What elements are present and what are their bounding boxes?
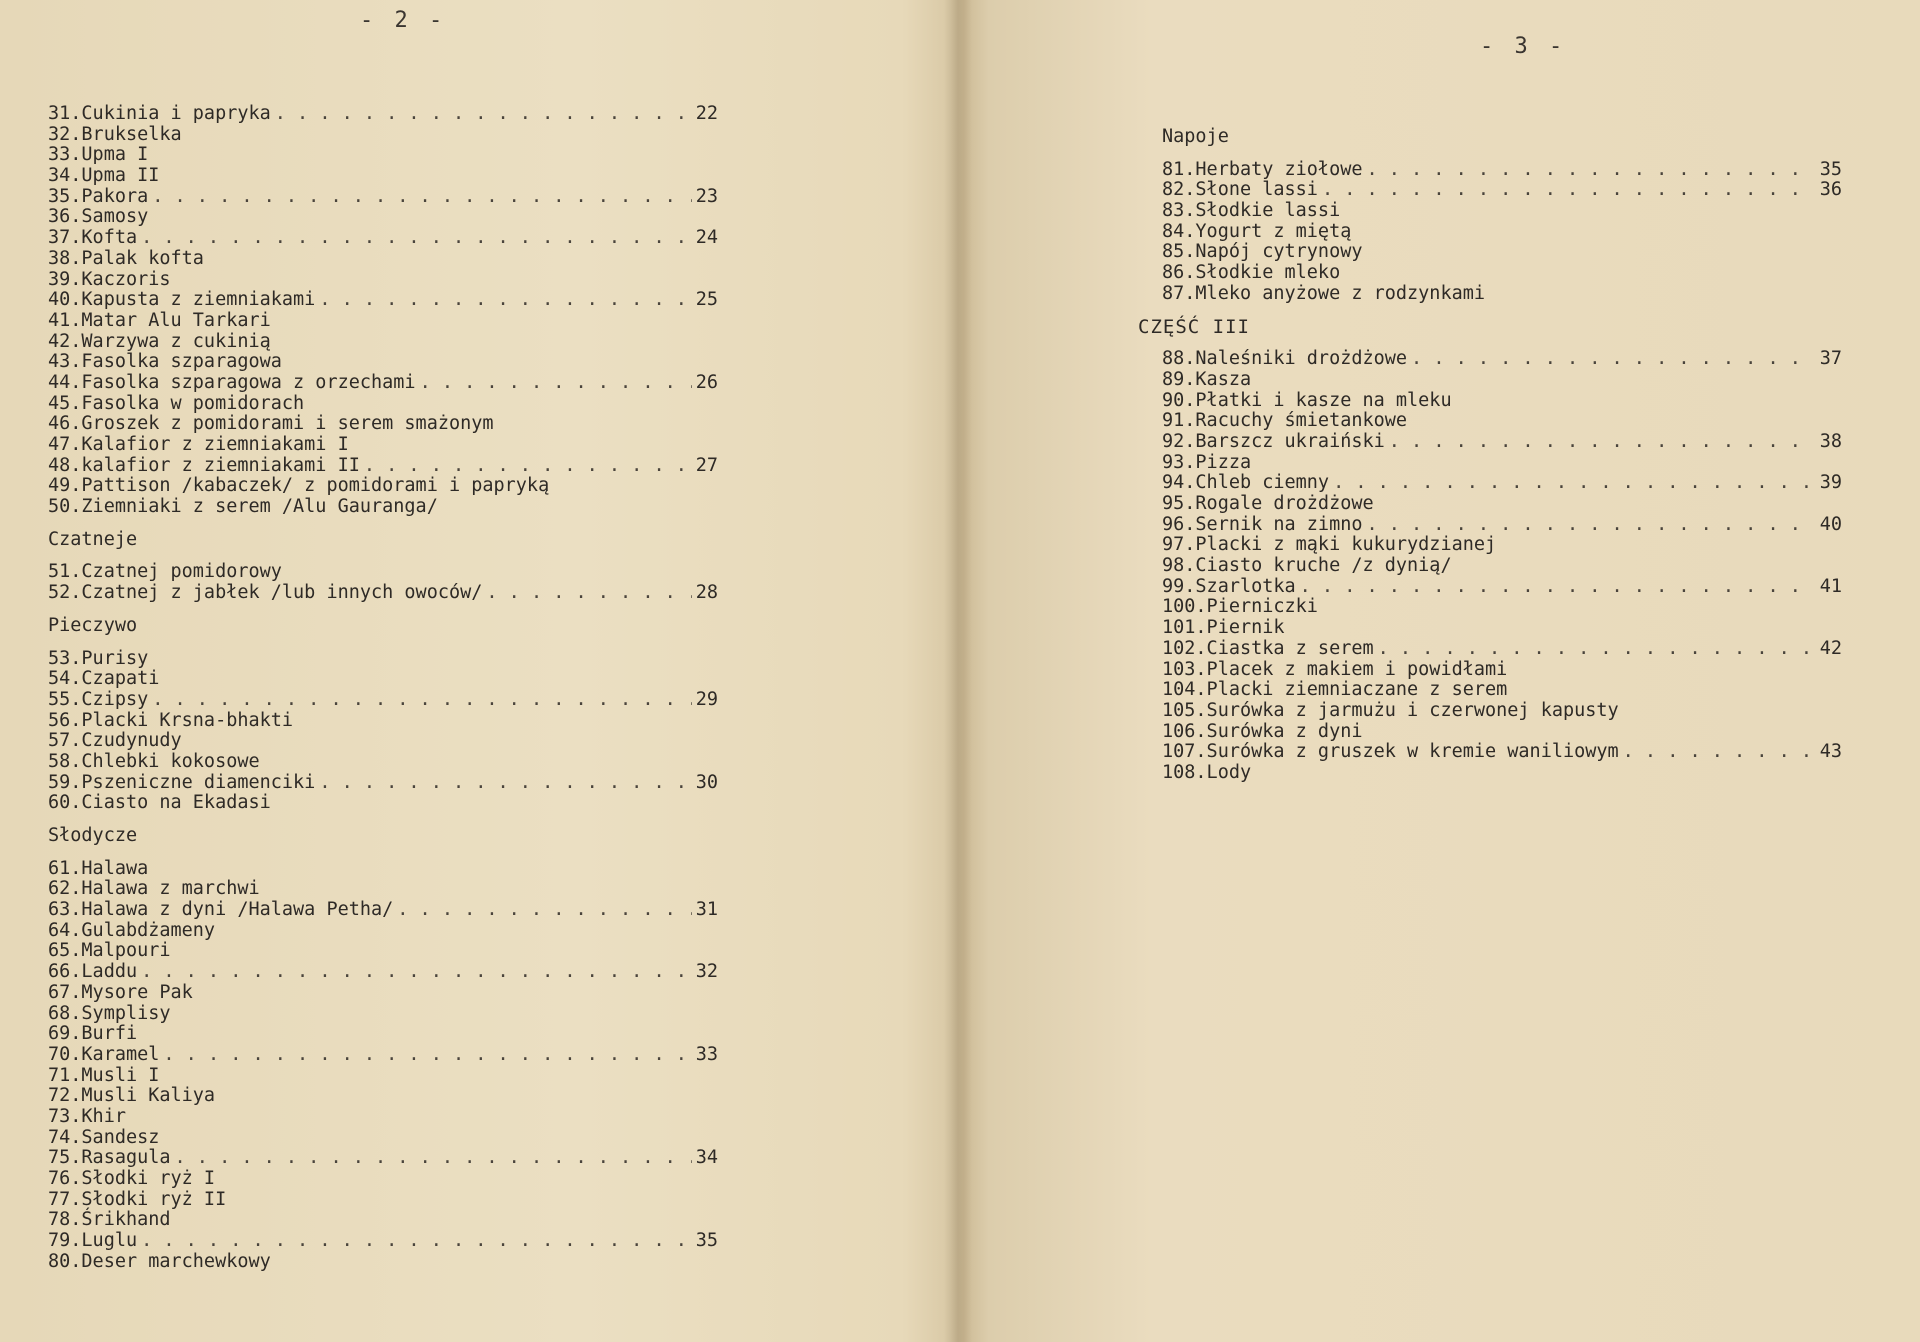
toc-entry	[48, 711, 718, 732]
entry-title: 32.Brukselka	[48, 123, 182, 145]
toc-entry	[48, 1045, 718, 1066]
entry-page-number: 31	[695, 899, 718, 921]
toc-entry	[1162, 411, 1842, 432]
entry-page-number: 38	[1819, 430, 1842, 452]
entry-title: 47.Kalafior z ziemniakami I	[48, 434, 349, 455]
entry-title: 69.Burfi	[48, 1023, 138, 1045]
entry-title: 94.Chleb ciemny	[1162, 472, 1330, 494]
toc-entry	[48, 1148, 718, 1169]
entry-title: 77.Słodki ryż II	[48, 1188, 227, 1210]
entry-title: 100.Pierniczki	[1162, 596, 1318, 618]
entry-title: 75.Rasagula	[48, 1147, 171, 1169]
entry-title: 104.Placki ziemniaczane z serem	[1162, 679, 1508, 701]
entry-page-number: 27	[695, 454, 718, 476]
toc-entry	[48, 941, 718, 962]
toc-entry	[48, 752, 718, 773]
entry-page-number: 43	[1819, 741, 1842, 763]
entry-title: 45.Fasolka w pomidorach	[48, 392, 305, 414]
entry-title: 97.Placki z mąki kukurydzianej	[1162, 534, 1497, 556]
toc-entry	[1162, 201, 1842, 222]
entry-page-number: 22	[695, 103, 718, 124]
dot-leader	[1389, 432, 1816, 453]
dot-leader	[1322, 180, 1816, 201]
toc-entry	[48, 497, 718, 518]
toc-entry	[1162, 680, 1842, 701]
toc-entry	[48, 1107, 718, 1128]
entry-title: 86.Słodkie mleko	[1162, 262, 1341, 284]
toc-entry	[48, 249, 718, 270]
entry-title: 35.Pakora	[48, 185, 149, 207]
page-number: - 3 -	[1480, 34, 1567, 59]
toc-entry	[1162, 722, 1842, 743]
toc-entry	[1162, 639, 1842, 660]
toc-entry	[48, 1231, 718, 1252]
entry-title: 93.Pizza	[1162, 451, 1252, 473]
entry-title: 59.Pszeniczne diamenciki	[48, 771, 316, 793]
entry-title: 44.Fasolka szparagowa z orzechami	[48, 371, 416, 393]
entry-title: 42.Warzywa z cukinią	[48, 330, 271, 352]
dot-leader	[1300, 577, 1816, 598]
toc-entry	[1162, 473, 1842, 494]
toc-entry	[48, 104, 718, 125]
entry-title: 65.Malpouri	[48, 940, 171, 962]
entry-title: 91.Racuchy śmietankowe	[1162, 410, 1408, 432]
entry-page-number: 29	[695, 688, 718, 710]
toc-entry	[48, 435, 718, 456]
dot-leader	[175, 1148, 692, 1169]
toc-entry	[48, 583, 718, 604]
entry-title: 76.Słodki ryż I	[48, 1168, 216, 1189]
entry-title: 92.Barszcz ukraiński	[1162, 430, 1385, 452]
toc-entry	[48, 773, 718, 794]
toc-entry	[48, 166, 718, 187]
entry-title: 83.Słodkie lassi	[1162, 200, 1341, 222]
entry-title: 107.Surówka z gruszek w kremie waniliowym	[1162, 741, 1619, 763]
section-heading: Pieczywo	[48, 614, 138, 636]
dot-leader	[486, 583, 691, 604]
entry-page-number: 41	[1819, 575, 1842, 597]
entry-title: 61.Halawa	[48, 857, 149, 879]
toc-entry	[1162, 597, 1842, 618]
entry-title: 95.Rogale drożdżowe	[1162, 493, 1374, 514]
entry-title: 102.Ciastka z serem	[1162, 637, 1374, 659]
entry-title: 41.Matar Alu Tarkari	[48, 309, 271, 331]
entry-title: 63.Halawa z dyni /Halawa Petha/	[48, 899, 394, 921]
toc-entry	[1162, 180, 1842, 201]
toc-entry	[48, 1086, 718, 1107]
entry-title: 79.Luglu	[48, 1230, 138, 1252]
toc-entry	[48, 207, 718, 228]
toc-entry	[48, 373, 718, 394]
entry-title: 64.Gulabdżameny	[48, 919, 216, 941]
toc-entry	[48, 476, 718, 497]
toc-entry	[48, 1190, 718, 1211]
toc-entry	[1162, 222, 1842, 243]
entry-title: 87.Mleko anyżowe z rodzynkami	[1162, 282, 1486, 304]
entry-title: 78.Śrikhand	[48, 1209, 171, 1231]
toc-entry	[48, 1210, 718, 1231]
toc-entry	[1162, 618, 1842, 639]
entry-title: 103.Placek z makiem i powidłami	[1162, 658, 1508, 680]
toc-entry	[48, 859, 718, 880]
entry-page-number: 23	[695, 185, 718, 207]
toc-entry	[48, 187, 718, 208]
entry-title: 74.Sandesz	[48, 1126, 160, 1148]
entry-title: 34.Upma II	[48, 165, 160, 187]
entry-title: 43.Fasolka szparagowa	[48, 351, 282, 373]
entry-title: 81.Herbaty ziołowe	[1162, 158, 1363, 180]
section-heading: Czatneje	[48, 528, 138, 550]
entry-page-number: 28	[695, 582, 718, 604]
dot-leader	[1378, 639, 1816, 660]
toc-entry	[48, 1169, 718, 1190]
entry-page-number: 34	[695, 1147, 718, 1169]
entry-page-number: 36	[1819, 179, 1842, 201]
page-number: - 2 -	[360, 8, 447, 33]
toc-entry	[48, 145, 718, 166]
toc-entry	[48, 731, 718, 752]
entry-title: 37.Kofta	[48, 227, 138, 249]
entry-title: 58.Chlebki kokosowe	[48, 750, 260, 772]
entry-page-number: 26	[695, 371, 718, 393]
dot-leader	[420, 373, 692, 394]
dot-leader	[319, 773, 691, 794]
toc-entry	[1162, 577, 1842, 598]
dot-leader	[1333, 473, 1816, 494]
entry-title: 70.Karamel	[48, 1043, 160, 1065]
toc-entry	[48, 1024, 718, 1045]
toc-entry	[48, 690, 718, 711]
entry-title: 90.Płatki i kasze na mleku	[1162, 389, 1452, 411]
toc-entry	[1162, 284, 1842, 305]
section-heading: Napoje	[1162, 126, 1229, 147]
toc-entry	[1162, 349, 1842, 370]
entry-title: 68.Symplisy	[48, 1002, 171, 1024]
section-heading: Słodycze	[48, 825, 138, 846]
dot-leader	[141, 228, 692, 249]
toc-entry	[1162, 263, 1842, 284]
entry-title: 67.Mysore Pak	[48, 981, 193, 1003]
toc-entry	[48, 228, 718, 249]
entry-title: 60.Ciasto na Ekadasi	[48, 792, 271, 814]
entry-page-number: 32	[695, 961, 718, 983]
toc-entry	[1162, 660, 1842, 681]
entry-title: 46.Groszek z pomidorami i serem smażonym	[48, 413, 494, 435]
dot-leader	[364, 456, 692, 477]
entry-title: 105.Surówka z jarmużu i czerwonej kapusty	[1162, 699, 1619, 721]
entry-title: 51.Czatnej pomidorowy	[48, 561, 282, 583]
entry-title: 73.Khir	[48, 1105, 126, 1127]
dot-leader	[275, 104, 692, 125]
entry-page-number: 33	[695, 1043, 718, 1065]
entry-title: 55.Czipsy	[48, 688, 149, 710]
entry-title: 99.Szarlotka	[1162, 575, 1296, 597]
entry-title: 31.Cukinia i papryka	[48, 103, 271, 124]
dot-leader	[152, 187, 691, 208]
toc-entry	[48, 879, 718, 900]
entry-page-number: 37	[1819, 348, 1842, 370]
toc-entry	[1162, 453, 1842, 474]
toc-entry	[48, 394, 718, 415]
toc-entry	[1162, 763, 1842, 784]
dot-leader	[397, 900, 691, 921]
toc-entry	[1162, 742, 1842, 763]
toc-entry	[48, 456, 718, 477]
entry-page-number: 35	[1819, 158, 1842, 180]
dot-leader	[319, 290, 691, 311]
entry-title: 89.Kasza	[1162, 368, 1252, 390]
entry-title: 96.Sernik na zimno	[1162, 513, 1363, 535]
toc-entry	[1162, 515, 1842, 536]
toc-entry	[48, 1252, 718, 1273]
entry-title: 38.Palak kofta	[48, 247, 204, 269]
entry-title: 54.Czapati	[48, 668, 160, 690]
toc-entry	[48, 962, 718, 983]
toc-entry	[1162, 370, 1842, 391]
right-page	[960, 0, 1920, 1342]
toc-entry	[1162, 242, 1842, 263]
dot-leader	[1411, 349, 1816, 370]
entry-title: 40.Kapusta z ziemniakami	[48, 289, 316, 311]
toc-entry	[1162, 391, 1842, 412]
entry-title: 56.Placki Krsna-bhakti	[48, 709, 294, 731]
entry-page-number: 25	[695, 289, 718, 311]
entry-title: 98.Ciasto kruche /z dynią/	[1162, 555, 1452, 577]
toc-entry	[1162, 432, 1842, 453]
entry-title: 71.Musli I	[48, 1064, 160, 1086]
entry-title: 106.Surówka z dyni	[1162, 720, 1363, 742]
table-of-contents	[1138, 126, 1842, 784]
dot-leader	[163, 1045, 691, 1066]
dot-leader	[141, 962, 692, 983]
entry-title: 53.Purisy	[48, 647, 149, 669]
entry-page-number: 30	[695, 771, 718, 793]
entry-title: 33.Upma I	[48, 144, 149, 166]
entry-title: 84.Yogurt z miętą	[1162, 220, 1352, 242]
toc-entry	[48, 669, 718, 690]
dot-leader	[152, 690, 691, 711]
entry-title: 52.Czatnej z jabłek /lub innych owoców/	[48, 582, 483, 604]
toc-entry	[48, 983, 718, 1004]
dot-leader	[1366, 515, 1815, 536]
toc-entry	[1162, 494, 1842, 515]
dot-leader	[141, 1231, 692, 1252]
toc-entry	[1162, 556, 1842, 577]
entry-title: 49.Pattison /kabaczek/ z pomidorami i papryką	[48, 475, 550, 497]
toc-entry	[1162, 160, 1842, 181]
toc-entry	[48, 1066, 718, 1087]
toc-entry	[48, 921, 718, 942]
section-heading: CZĘŚĆ III	[1138, 315, 1250, 338]
toc-entry	[48, 290, 718, 311]
toc-entry	[48, 352, 718, 373]
entry-title: 48.kalafior z ziemniakami II	[48, 454, 360, 476]
toc-entry	[48, 332, 718, 353]
toc-entry	[48, 1128, 718, 1149]
toc-entry	[48, 125, 718, 146]
entry-page-number: 24	[695, 227, 718, 249]
entry-title: 57.Czudynudy	[48, 730, 182, 752]
toc-entry	[48, 793, 718, 814]
toc-entry	[48, 311, 718, 332]
toc-entry	[1162, 701, 1842, 722]
entry-title: 101.Piernik	[1162, 617, 1285, 639]
entry-title: 72.Musli Kaliya	[48, 1085, 216, 1107]
toc-entry	[48, 414, 718, 435]
toc-entry	[48, 900, 718, 921]
table-of-contents	[48, 104, 718, 1272]
entry-title: 108.Lody	[1162, 761, 1252, 783]
entry-title: 80.Deser marchewkowy	[48, 1250, 271, 1272]
toc-entry	[48, 1004, 718, 1025]
entry-page-number: 39	[1819, 472, 1842, 494]
entry-title: 85.Napój cytrynowy	[1162, 241, 1363, 263]
entry-page-number: 35	[695, 1230, 718, 1252]
entry-title: 50.Ziemniaki z serem /Alu Gauranga/	[48, 496, 438, 518]
entry-page-number: 42	[1819, 637, 1842, 659]
entry-title: 88.Naleśniki drożdżowe	[1162, 348, 1408, 370]
entry-page-number: 40	[1819, 513, 1842, 535]
toc-entry	[48, 562, 718, 583]
toc-entry	[48, 270, 718, 291]
entry-title: 39.Kaczoris	[48, 268, 171, 290]
entry-title: 62.Halawa z marchwi	[48, 878, 260, 900]
entry-title: 66.Laddu	[48, 961, 138, 983]
entry-title: 82.Słone lassi	[1162, 179, 1318, 201]
toc-entry	[48, 649, 718, 670]
dot-leader	[1366, 160, 1815, 181]
entry-title: 36.Samosy	[48, 206, 149, 228]
dot-leader	[1623, 742, 1816, 763]
toc-entry	[1162, 535, 1842, 556]
